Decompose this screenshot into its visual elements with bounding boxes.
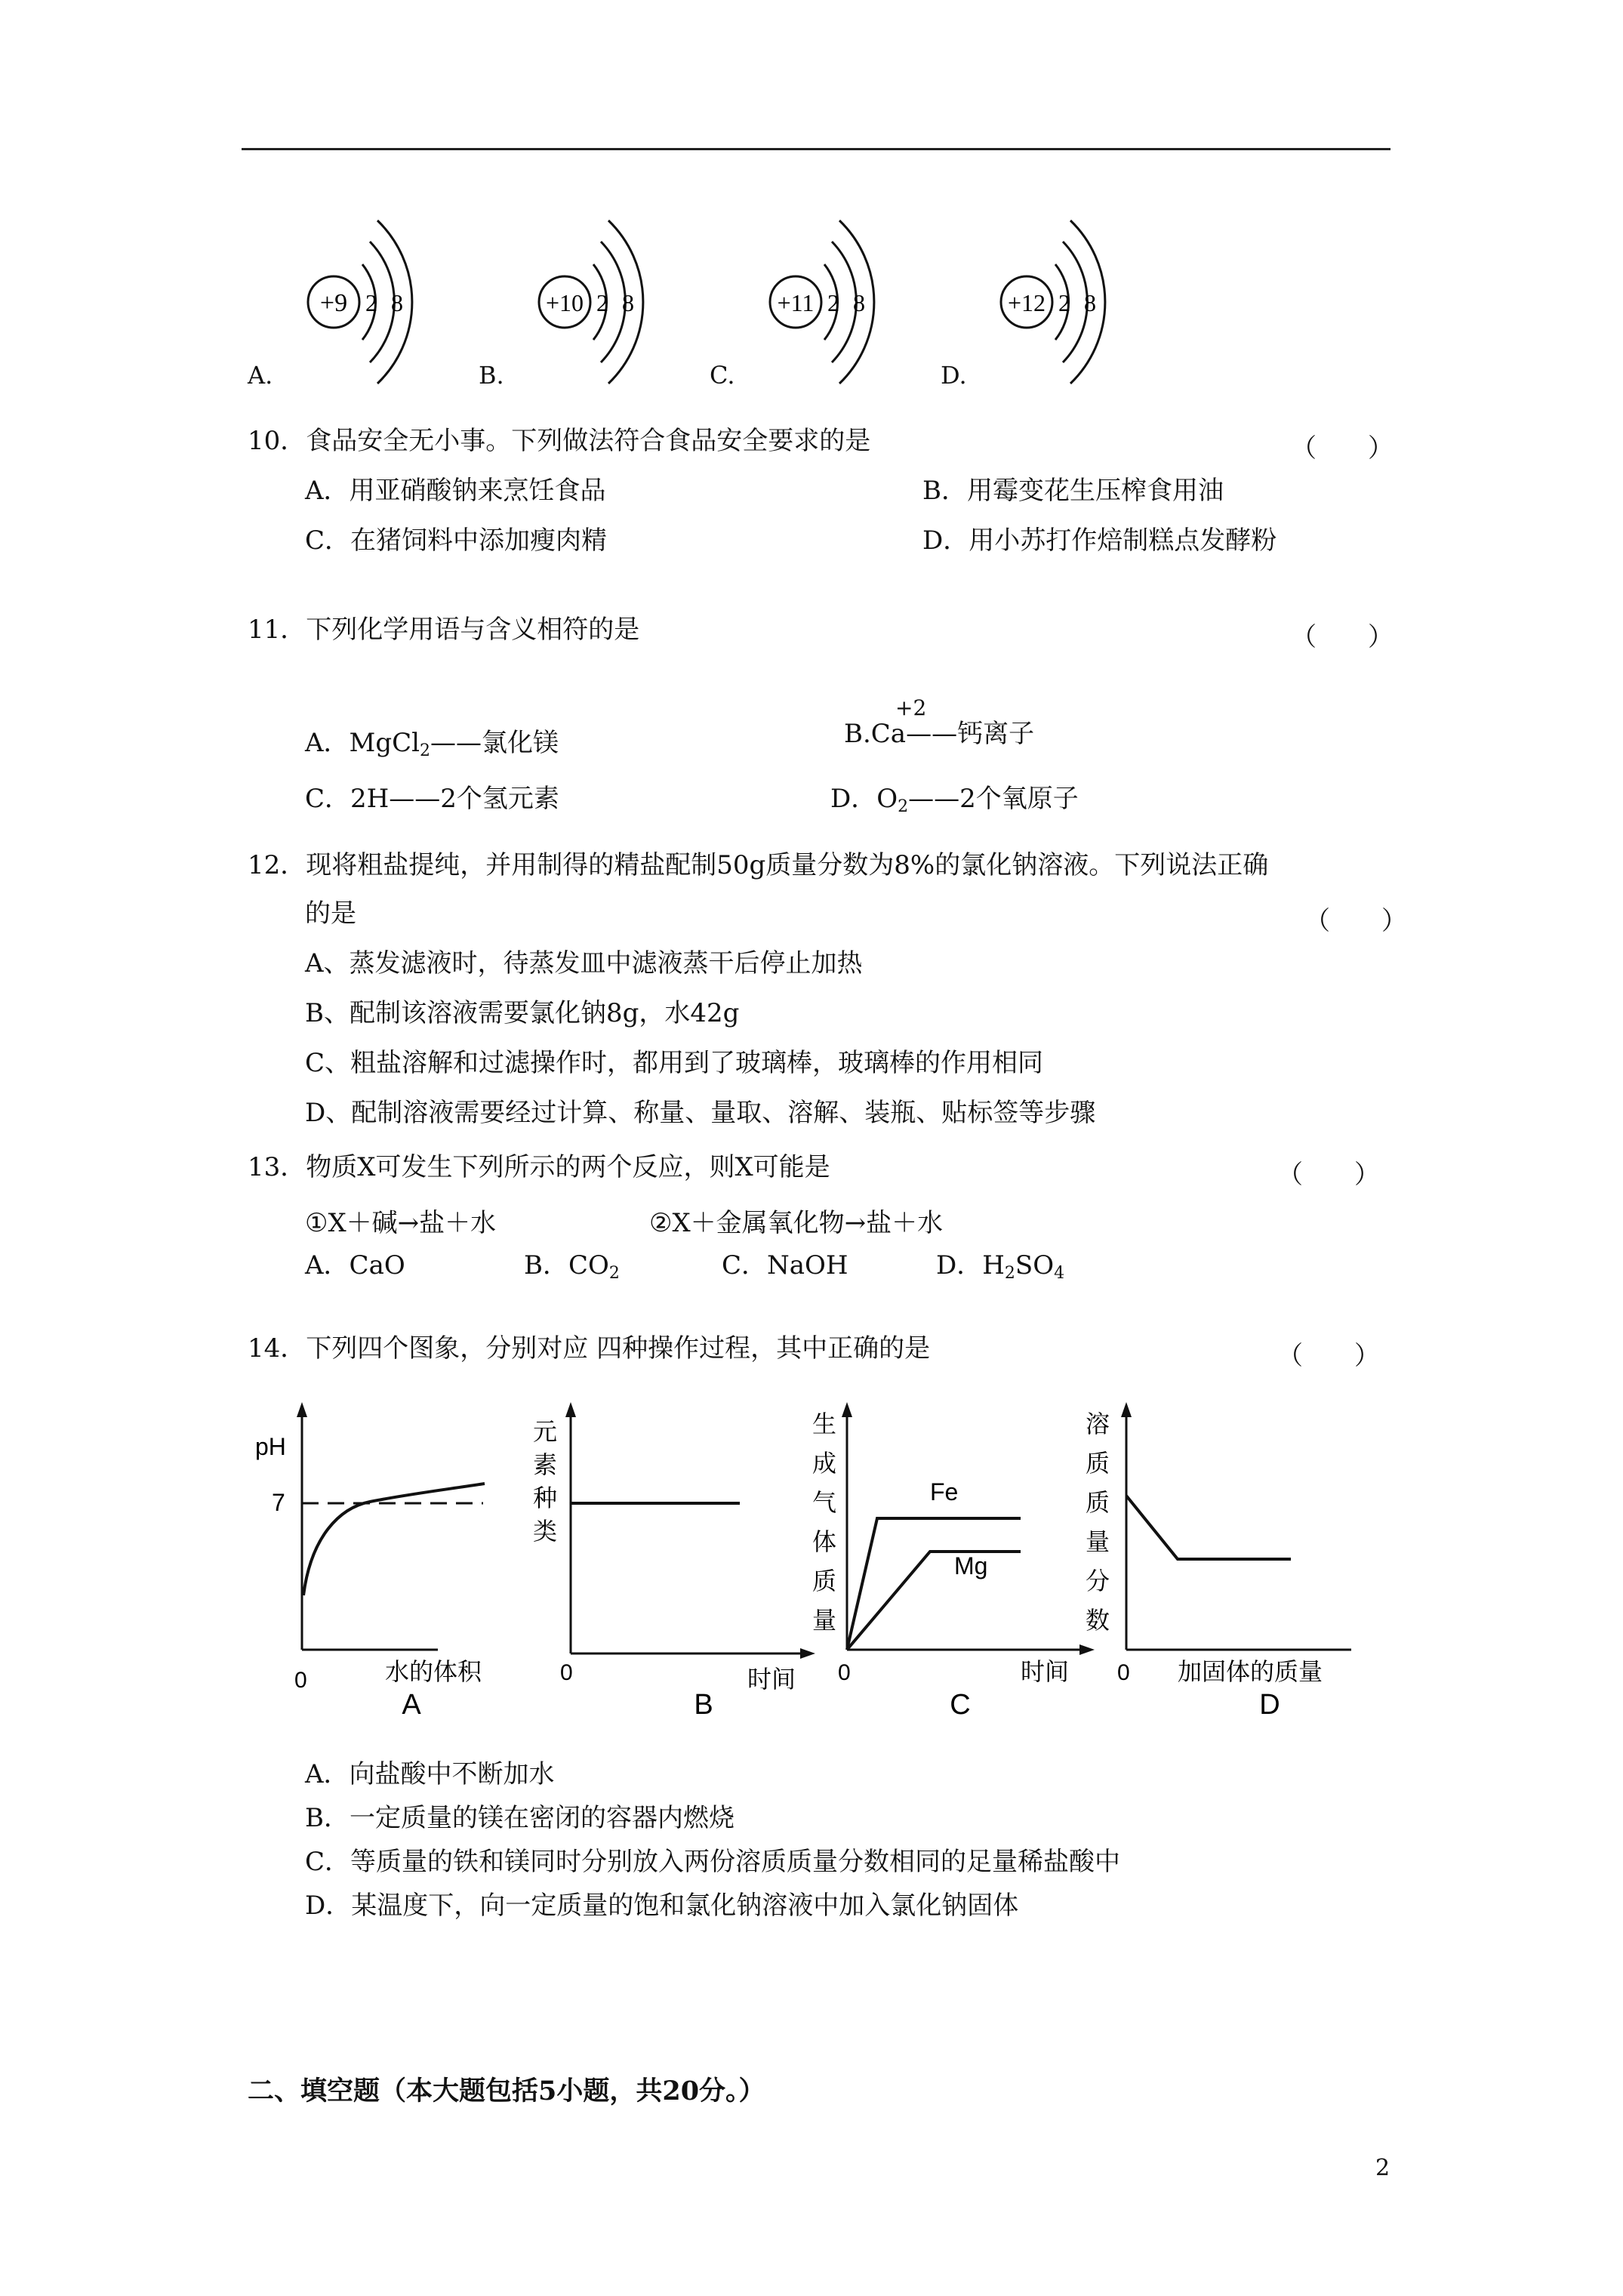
- q10-option-d: D．用小苏打作焙制糕点发酵粉: [922, 525, 1277, 556]
- q13-d-formula: D．H: [936, 1250, 1005, 1281]
- q11-a-subscript: 2: [420, 741, 431, 760]
- atom-option-d: D.: [941, 361, 967, 390]
- graph-a-xlabel: 水的体积: [385, 1658, 482, 1685]
- q11-stem: 11．下列化学用语与含义相符的是: [248, 615, 640, 645]
- q10-option-c: C．在猪饲料中添加瘦肉精: [305, 525, 608, 556]
- atom-d-nucleus: +12: [1007, 289, 1046, 316]
- graph-c-ylabel-2: 成: [812, 1449, 837, 1478]
- graph-a: [249, 1401, 498, 1718]
- atom-diagram-d: [980, 211, 1131, 400]
- q13-reaction-1: ①X＋碱→盐＋水: [305, 1208, 497, 1238]
- q14-option-d: D．某温度下，向一定质量的饱和氯化钠溶液中加入氯化钠固体: [305, 1891, 1019, 1921]
- q11-a-meaning: ——氯化镁: [430, 728, 559, 758]
- graph-b-ylabel-1: 元: [533, 1417, 558, 1446]
- graph-c-letter: C: [950, 1689, 971, 1718]
- q13-reaction-2: ②X＋金属氧化物→盐＋水: [649, 1208, 944, 1238]
- q10-option-b: B．用霉变花生压榨食用油: [922, 476, 1224, 506]
- q11-d-formula: D．O: [830, 784, 898, 814]
- section-2-heading: 二、填空题（本大题包括5小题，共20分。）: [248, 2076, 765, 2106]
- q13-d-subscript-2: 4: [1054, 1264, 1065, 1283]
- graph-c-line-fe-label: Fe: [930, 1478, 959, 1505]
- page-number: 2: [1375, 2155, 1390, 2181]
- atom-diagram-c: [749, 211, 900, 400]
- graph-a-letter: A: [402, 1689, 421, 1718]
- graph-b-letter: B: [694, 1689, 713, 1718]
- graph-c: [808, 1401, 1102, 1718]
- q13-answer-paren: （ ）: [1277, 1160, 1380, 1190]
- q13-d-formula-mid: SO: [1015, 1250, 1055, 1281]
- atom-d-shell2: 8: [1084, 289, 1096, 316]
- q10-answer-paren: （ ）: [1291, 433, 1394, 464]
- graph-d-ylabel-4: 量: [1086, 1527, 1110, 1556]
- graph-c-origin: 0: [838, 1660, 851, 1685]
- atom-a-nucleus: +9: [319, 289, 348, 317]
- atom-d-shell1: 2: [1058, 289, 1070, 316]
- q13-option-b: [524, 1249, 620, 1290]
- graph-c-ylabel-6: 量: [812, 1606, 837, 1635]
- q13-option-c: C．NaOH: [722, 1250, 848, 1281]
- graph-c-line-mg-label: Mg: [954, 1552, 988, 1579]
- atom-a-shell1: 2: [365, 289, 377, 316]
- atom-option-b: B.: [479, 361, 504, 390]
- q14-option-c: C．等质量的铁和镁同时分别放入两份溶质质量分数相同的足量稀盐酸中: [305, 1847, 1121, 1877]
- q12-option-a: A、蒸发滤液时，待蒸发皿中滤液蒸干后停止加热: [305, 948, 863, 978]
- q13-stem: 13．物质X可发生下列所示的两个反应，则X可能是: [248, 1152, 830, 1182]
- graph-c-ylabel-5: 质: [812, 1567, 837, 1595]
- q11-option-c: C．2H——2个氢元素: [305, 784, 559, 814]
- graph-d-origin: 0: [1117, 1660, 1130, 1685]
- graph-c-ylabel-3: 气: [812, 1488, 837, 1517]
- atom-c-nucleus: +11: [777, 289, 815, 316]
- q13-option-a: A．CaO: [305, 1250, 405, 1281]
- graph-d-ylabel-5: 分: [1086, 1567, 1110, 1595]
- atom-a-shell2: 8: [391, 289, 403, 316]
- q11-option-b: [844, 717, 1034, 750]
- graph-d-ylabel-3: 质: [1086, 1488, 1110, 1517]
- q12-option-d: D、配制溶液需要经过计算、称量、量取、溶解、装瓶、贴标签等步骤: [305, 1098, 1096, 1128]
- atom-diagram-a: [287, 211, 438, 400]
- q11-a-formula: A．MgCl: [305, 728, 420, 758]
- header-rule: [242, 148, 1390, 150]
- graph-d-ylabel-1: 溶: [1086, 1410, 1110, 1438]
- atom-b-shell1: 2: [596, 289, 608, 316]
- q13-b-subscript: 2: [608, 1264, 620, 1283]
- q11-b-meaning: ——钙离子: [906, 719, 1035, 749]
- q14-option-b: B．一定质量的镁在密闭的容器内燃烧: [305, 1803, 735, 1833]
- graph-b-ylabel-2: 素: [533, 1450, 558, 1479]
- q13-option-d: [936, 1249, 1064, 1290]
- q14-answer-paren: （ ）: [1277, 1341, 1380, 1371]
- graph-c-xlabel: 时间: [1021, 1658, 1070, 1685]
- q13-b-formula: B．CO: [524, 1250, 609, 1281]
- atom-diagram-b: [518, 211, 669, 400]
- graph-c-ylabel-4: 体: [812, 1527, 837, 1556]
- graph-d-letter: D: [1259, 1689, 1280, 1718]
- q11-b-superscript: +2: [895, 695, 927, 720]
- atom-c-shell2: 8: [853, 289, 865, 316]
- graph-b-ylabel-3: 种: [533, 1484, 558, 1512]
- q11-d-meaning: ——2个氧原子: [908, 784, 1079, 814]
- atom-b-shell2: 8: [622, 289, 634, 316]
- atom-b-nucleus: +10: [545, 289, 584, 316]
- q12-option-c: C、粗盐溶解和过滤操作时，都用到了玻璃棒，玻璃棒的作用相同: [305, 1048, 1044, 1078]
- q11-answer-paren: （ ）: [1291, 622, 1394, 652]
- q12-answer-paren: （ ）: [1304, 906, 1407, 936]
- graph-b-origin: 0: [560, 1660, 573, 1685]
- graph-d-ylabel-2: 质: [1086, 1449, 1110, 1478]
- q14-stem: 14．下列四个图象，分别对应 四种操作过程，其中正确的是: [248, 1333, 931, 1364]
- q11-b-formula: Ca: [870, 719, 907, 749]
- q11-d-subscript: 2: [898, 797, 909, 816]
- graph-b-ylabel-4: 类: [533, 1517, 558, 1546]
- q10-stem: 10．食品安全无小事。下列做法符合食品安全要求的是: [248, 426, 871, 456]
- q13-d-subscript-1: 2: [1004, 1264, 1015, 1283]
- graph-d-xlabel: 加固体的质量: [1178, 1658, 1323, 1685]
- q14-option-a: A．向盐酸中不断加水: [305, 1759, 555, 1789]
- atom-option-a: A.: [248, 361, 273, 390]
- q11-option-a: [305, 726, 559, 768]
- atom-c-shell1: 2: [827, 289, 839, 316]
- q11-option-d: [830, 782, 1079, 824]
- q10-option-a: A．用亚硝酸钠来烹饪食品: [305, 476, 606, 506]
- q12-stem-line1: 12．现将粗盐提纯，并用制得的精盐配制50g质量分数为8%的氯化钠溶液。下列说法正确: [248, 850, 1269, 880]
- q12-stem-line2: 的是: [305, 898, 356, 929]
- graph-d: [1079, 1401, 1366, 1718]
- graph-b-xlabel: 时间: [747, 1666, 796, 1693]
- graph-a-ylabel: pH: [255, 1433, 286, 1460]
- q11-b-letter: B.: [844, 719, 871, 749]
- graph-a-tick-7: 7: [272, 1489, 285, 1516]
- graph-a-origin: 0: [294, 1668, 307, 1693]
- graph-b: [528, 1401, 815, 1718]
- q12-option-b: B、配制该溶液需要氯化钠8g，水42g: [305, 998, 740, 1028]
- graph-d-ylabel-6: 数: [1086, 1606, 1110, 1635]
- atom-option-c: C.: [710, 361, 735, 390]
- graph-c-ylabel-1: 生: [812, 1410, 837, 1438]
